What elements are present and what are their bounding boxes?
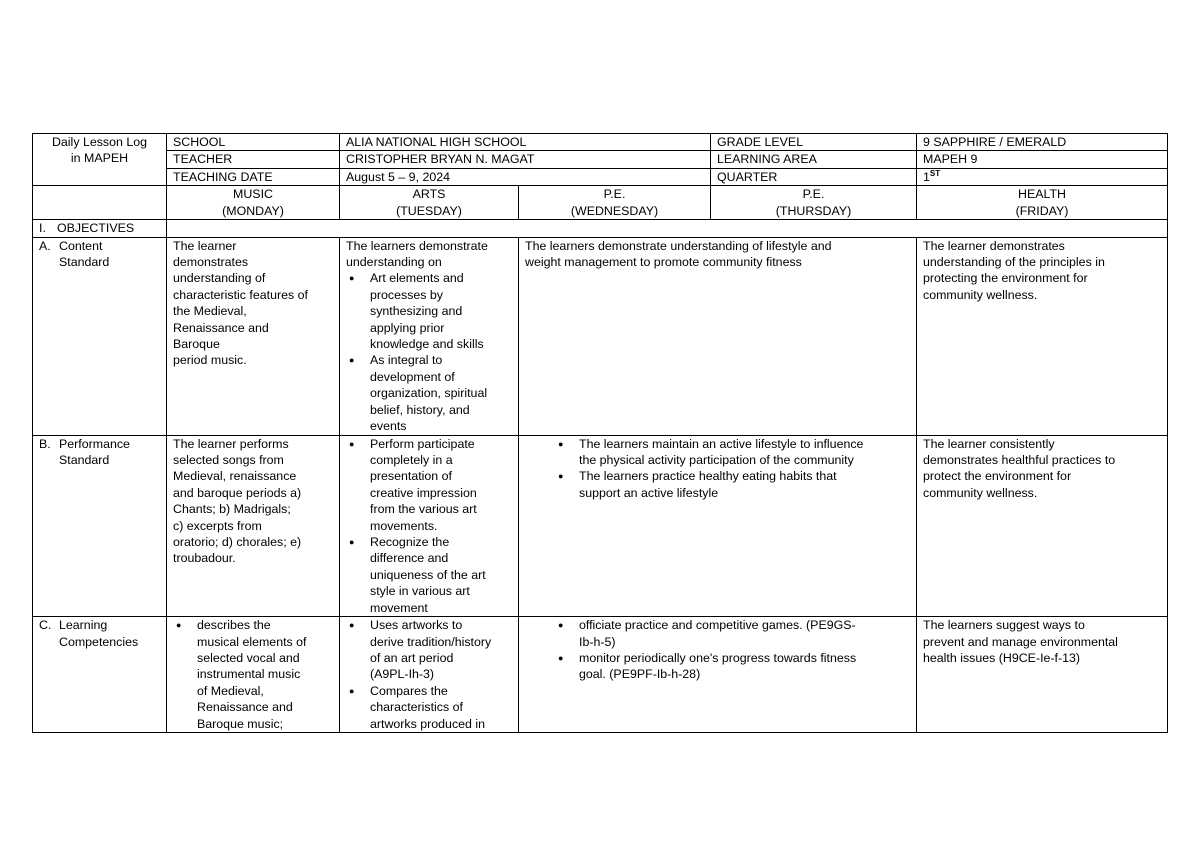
quarter-label: QUARTER xyxy=(711,168,917,185)
subject-label: ARTS xyxy=(412,187,446,202)
text-line: belief, history, and xyxy=(370,402,470,417)
text-line: troubadour. xyxy=(173,551,236,566)
text-line: Baroque music; xyxy=(197,716,284,731)
bullet-item xyxy=(346,683,512,732)
text-line: (A9PL-Ih-3) xyxy=(370,667,435,682)
bullet-item xyxy=(346,352,512,434)
content-standard-health xyxy=(917,237,1168,435)
text-line: weight management to promote community fitness xyxy=(525,255,802,270)
text-line: events xyxy=(370,419,407,434)
text-line: understanding of the principles in xyxy=(923,255,1105,270)
performance-standard-pe xyxy=(519,435,917,616)
text-line: ● Recognize the xyxy=(370,535,450,550)
text-line: Baroque xyxy=(173,337,220,352)
learning-competencies-health xyxy=(917,617,1168,733)
text-line: movement xyxy=(370,600,428,615)
text-line: ● monitor periodically one's progress towards fitness xyxy=(579,650,857,665)
subject-label: P.E. xyxy=(802,187,825,202)
text-line: The learner demonstrates xyxy=(923,238,1065,253)
day-header-arts xyxy=(340,186,519,220)
day-header-empty xyxy=(33,186,167,220)
text-line: ● The learners maintain an active lifestyle to influence xyxy=(579,436,864,451)
text-line: oratorio; d) chorales; e) xyxy=(173,535,302,550)
day-header-pe-thursday xyxy=(711,186,917,220)
teaching-date-value: August 5 – 9, 2024 xyxy=(340,168,711,185)
text-line: processes by xyxy=(370,287,444,302)
teacher-label: TEACHER xyxy=(167,151,340,168)
label-line: Content xyxy=(59,238,103,253)
text-line: creative impression xyxy=(370,485,477,500)
quarter-number: 1 xyxy=(923,169,930,184)
quarter-suffix: ST xyxy=(929,168,941,178)
text-line: The learner performs xyxy=(173,436,289,451)
objectives-heading xyxy=(33,220,167,237)
text-line: The learner consistently xyxy=(923,436,1055,451)
label-line: Learning xyxy=(59,618,108,633)
text-line: prevent and manage environmental xyxy=(923,634,1118,649)
objectives-label: OBJECTIVES xyxy=(57,221,135,236)
text-line: derive tradition/history xyxy=(370,634,492,649)
text-line: period music. xyxy=(173,353,247,368)
text-line: ● Perform participate xyxy=(370,436,475,451)
learning-competencies-label xyxy=(33,617,167,733)
bullet-item xyxy=(173,617,333,732)
bullet-item xyxy=(346,534,512,616)
text-line: c) excerpts from xyxy=(173,518,262,533)
day-header-music xyxy=(167,186,340,220)
text-line: development of xyxy=(370,369,455,384)
bullet-item xyxy=(555,468,910,501)
grade-level-label: GRADE LEVEL xyxy=(711,134,917,151)
text-line: the Medieval, xyxy=(173,304,247,319)
title-line-1: Daily Lesson Log xyxy=(51,135,148,149)
objectives-empty xyxy=(167,220,1168,237)
teacher-value: CRISTOPHER BRYAN N. MAGAT xyxy=(340,151,711,168)
text-line: The learners demonstrate xyxy=(346,238,488,253)
day-header-health xyxy=(917,186,1168,220)
text-line: style in various art xyxy=(370,584,470,599)
text-line: community wellness. xyxy=(923,287,1038,302)
row-number: A. xyxy=(39,238,51,253)
text-line: ● describes the xyxy=(197,618,271,633)
row-number: C. xyxy=(39,618,52,633)
subject-label: HEALTH xyxy=(1018,187,1066,202)
text-line: The learners demonstrate understanding of lifestyle and xyxy=(525,238,832,253)
text-line: demonstrates healthful practices to xyxy=(923,453,1116,468)
text-line: community wellness. xyxy=(923,485,1038,500)
text-line: ● The learners practice healthy eating habits that xyxy=(579,469,837,484)
performance-standard-music xyxy=(167,435,340,616)
performance-standard-label xyxy=(33,435,167,616)
row-number: B. xyxy=(39,436,51,451)
day-label: (MONDAY) xyxy=(222,203,284,218)
text-line: applying prior xyxy=(370,320,445,335)
text-line: of an art period xyxy=(370,650,454,665)
day-label: (FRIDAY) xyxy=(1015,203,1069,218)
text-line: organization, spiritual xyxy=(370,386,488,401)
text-line: Medieval, renaissance xyxy=(173,469,297,484)
document-title xyxy=(33,134,167,186)
objectives-number: I. xyxy=(39,221,46,236)
learning-competencies-music xyxy=(167,617,340,733)
text-line: ● As integral to xyxy=(370,353,443,368)
content-standard-music xyxy=(167,237,340,435)
text-line: difference and xyxy=(370,551,449,566)
text-line: ● Uses artworks to xyxy=(370,618,463,633)
text-line: characteristic features of xyxy=(173,287,308,302)
content-standard-arts xyxy=(340,237,519,435)
day-label: (TUESDAY) xyxy=(396,203,462,218)
content-standard-pe xyxy=(519,237,917,435)
text-line: selected vocal and xyxy=(197,650,300,665)
text-line: protect the environment for xyxy=(923,469,1072,484)
daily-lesson-log-table xyxy=(32,133,1168,733)
text-line: selected songs from xyxy=(173,453,284,468)
bullet-item xyxy=(346,436,512,534)
text-line: the physical activity participation of the community xyxy=(579,453,854,468)
text-line: The learners suggest ways to xyxy=(923,618,1085,633)
label-line: Standard xyxy=(59,453,110,468)
text-line: Chants; b) Madrigals; xyxy=(173,502,291,517)
school-value: ALIA NATIONAL HIGH SCHOOL xyxy=(340,134,711,151)
bullet-item xyxy=(346,617,512,683)
text-line: Renaissance and xyxy=(197,700,293,715)
text-line: artworks produced in xyxy=(370,716,486,731)
subject-label: MUSIC xyxy=(233,187,273,202)
teaching-date-label: TEACHING DATE xyxy=(167,168,340,185)
text-line: ● Compares the xyxy=(370,683,448,698)
bullet-item xyxy=(555,436,910,469)
bullet-item xyxy=(346,270,512,352)
label-line: Standard xyxy=(59,255,110,270)
day-label: (WEDNESDAY) xyxy=(570,203,659,218)
text-line: ● Art elements and xyxy=(370,271,464,286)
grade-level-value: 9 SAPPHIRE / EMERALD xyxy=(917,134,1168,151)
text-line: characteristics of xyxy=(370,700,463,715)
subject-label: P.E. xyxy=(603,187,626,202)
day-label: (THURSDAY) xyxy=(775,203,852,218)
text-line: demonstrates xyxy=(173,255,249,270)
performance-standard-arts xyxy=(340,435,519,616)
text-line: uniqueness of the art xyxy=(370,567,486,582)
text-line: movements. xyxy=(370,518,438,533)
text-line: health issues (H9CE-Ie-f-13) xyxy=(923,650,1081,665)
label-line: Performance xyxy=(59,436,130,451)
text-line: goal. (PE9PF-Ib-h-28) xyxy=(579,667,701,682)
learning-area-label: LEARNING AREA xyxy=(711,151,917,168)
text-line: understanding of xyxy=(173,271,266,286)
text-line: and baroque periods a) xyxy=(173,485,302,500)
text-line: The learner xyxy=(173,238,237,253)
learning-competencies-arts xyxy=(340,617,519,733)
text-line: of Medieval, xyxy=(197,683,264,698)
text-line: Renaissance and xyxy=(173,320,269,335)
school-label: SCHOOL xyxy=(167,134,340,151)
content-standard-label xyxy=(33,237,167,435)
quarter-value xyxy=(917,168,1168,185)
performance-standard-health xyxy=(917,435,1168,616)
text-line: presentation of xyxy=(370,469,452,484)
text-line: musical elements of xyxy=(197,634,307,649)
text-line: support an active lifestyle xyxy=(579,485,719,500)
label-line: Competencies xyxy=(59,634,139,649)
text-line: understanding on xyxy=(346,255,442,270)
text-line: synthesizing and xyxy=(370,304,463,319)
text-line: knowledge and skills xyxy=(370,337,484,352)
day-header-pe-wednesday xyxy=(519,186,711,220)
title-line-2: in MAPEH xyxy=(70,151,129,166)
learning-competencies-pe xyxy=(519,617,917,733)
text-line: completely in a xyxy=(370,453,453,468)
learning-area-value: MAPEH 9 xyxy=(917,151,1168,168)
text-line: instrumental music xyxy=(197,667,301,682)
text-line: from the various art xyxy=(370,502,477,517)
text-line: ● officiate practice and competitive games. (PE9GS- xyxy=(579,618,856,633)
text-line: Ib-h-5) xyxy=(579,634,616,649)
bullet-item xyxy=(555,617,910,650)
text-line: protecting the environment for xyxy=(923,271,1088,286)
bullet-item xyxy=(555,650,910,683)
